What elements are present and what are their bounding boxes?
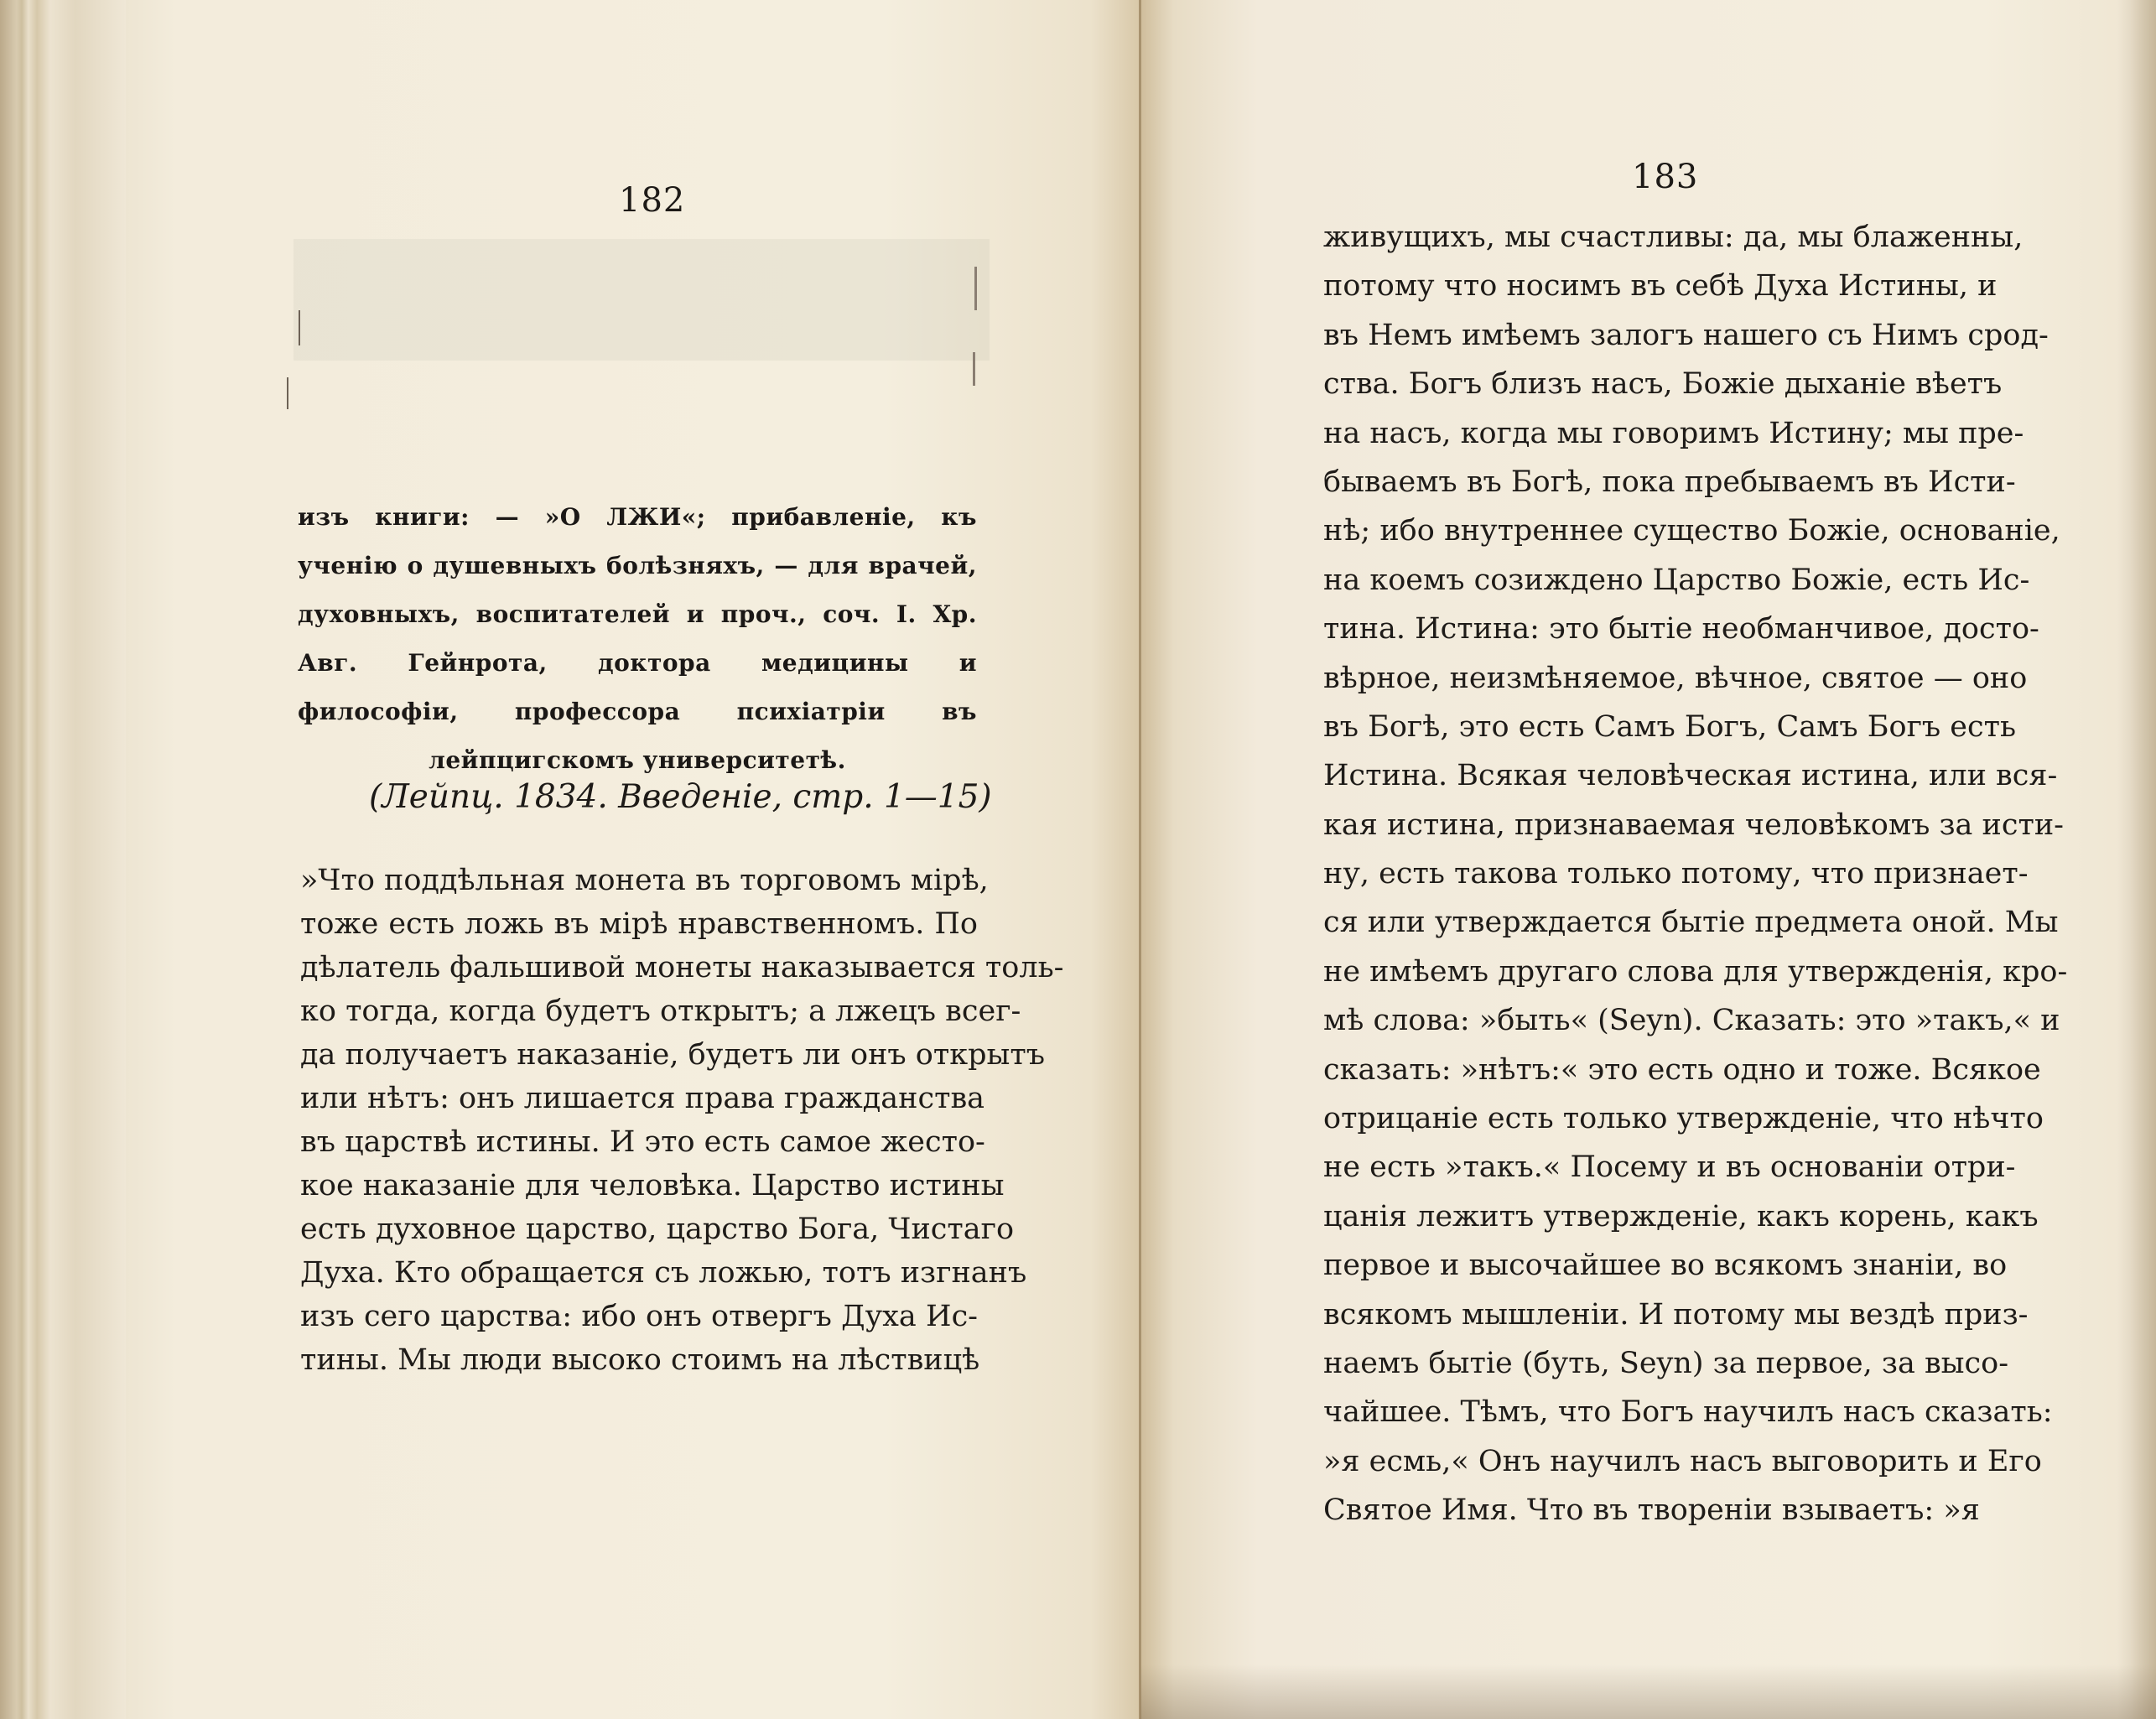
text-line: да получаетъ наказаніе, будетъ ли онъ открытъ (300, 1038, 1045, 1072)
text-line: на насъ, когда мы говоримъ Истину; мы пре- (1323, 416, 2024, 450)
text-line: на коемъ созиждено Царство Божіе, есть Ис- (1323, 563, 2030, 597)
text-line: мѣ слова: »быть« (Seyn). Сказать: это »такъ,« и (1323, 1004, 2060, 1038)
section-heading: изъ книги: — »О ЛЖИ«; прибавленіе, къ ученію о душевныхъ болѣзняхъ, — для врачей, духовныхъ, воспитателей и проч., соч. І. Хр. Авг. Гейнрота, доктора медицины и философіи, профессора психіатріи въ лейпцигскомъ университетѣ. (298, 503, 977, 774)
text-line: цанія лежитъ утвержденіе, какъ корень, какъ (1323, 1199, 2039, 1233)
text-line: бываемъ въ Богѣ, пока пребываемъ въ Исти- (1323, 465, 2016, 499)
right-page-text (1323, 213, 2068, 1535)
text-line: наемъ бытіе (буть, Seyn) за первое, за высо- (1323, 1346, 2009, 1380)
bleed-through-shading (294, 239, 990, 361)
source-citation: (Лейпц. 1834. Введеніе, стр. 1—15) (369, 778, 992, 816)
page-number-right: 183 (1632, 158, 1699, 196)
text-line: ства. Богъ близъ насъ, Божіе дыханіе вѣетъ (1323, 367, 2003, 402)
text-line: нѣ; ибо внутреннее существо Божіе, основаніе, (1323, 514, 2060, 548)
text-line: не есть »такъ.« Посему и въ основаніи отри- (1323, 1150, 2016, 1185)
text-line: дѣлатель фальшивой монеты наказывается толь- (300, 951, 1064, 984)
text-line: Истина. Всякая человѣческая истина, или вся- (1323, 759, 2058, 793)
text-line: въ Богѣ, это есть Самъ Богъ, Самъ Богъ есть (1323, 709, 2017, 744)
page-number-left: 182 (619, 181, 686, 220)
bottom-edge-shadow (1140, 1664, 2156, 1719)
margin-mark (973, 352, 975, 386)
text-line: кое наказаніе для человѣка. Царство истины (300, 1169, 1005, 1202)
left-page-text (300, 859, 1064, 1382)
text-line: тины. Мы люди высоко стоимъ на лѣствицѣ (300, 1343, 980, 1377)
text-line: или нѣтъ: онъ лишается права гражданства (300, 1082, 985, 1115)
text-line: живущихъ, мы счастливы: да, мы блаженны, (1323, 221, 2024, 254)
text-line: сказать: »нѣтъ:« это есть одно и тоже. Всякое (1323, 1052, 2041, 1087)
text-line: ну, есть такова только потому, что признает- (1323, 857, 2029, 891)
margin-mark (299, 310, 300, 345)
text-line: всякомъ мышленіи. И потому мы вездѣ приз- (1323, 1297, 2029, 1332)
text-line: »Что поддѣльная монета въ торговомъ мірѣ, (300, 864, 989, 897)
text-line: не имѣемъ другаго слова для утвержденія, кро- (1323, 954, 2068, 989)
text-line: Духа. Кто обращается съ ложью, тотъ изгнанъ (300, 1256, 1027, 1290)
text-line: вѣрное, неизмѣняемое, вѣчное, святое — оно (1323, 661, 2028, 695)
text-line: первое и высочайшее во всякомъ знаніи, во (1323, 1249, 2008, 1283)
text-line: въ царствѣ истины. И это есть самое жесто- (300, 1125, 985, 1159)
margin-mark (287, 377, 288, 409)
text-line: ся или утверждается бытіе предмета оной. Мы (1323, 906, 2059, 940)
text-line: »я есмь,« Онъ научилъ насъ выговорить и Его (1323, 1444, 2042, 1478)
book-gutter (1139, 0, 1141, 1719)
text-line: есть духовное царство, царство Бога, Чистаго (300, 1213, 1015, 1246)
right-edge-shadow (2117, 0, 2156, 1719)
text-line: чайшее. Тѣмъ, что Богъ научилъ насъ сказать: (1323, 1395, 2053, 1430)
text-line: потому что носимъ въ себѣ Духа Истины, и (1323, 269, 1998, 304)
text-line: ко тогда, когда будетъ открытъ; а лжецъ всег- (300, 995, 1021, 1028)
text-line: Святое Имя. Что въ твореніи взываетъ: »я (1323, 1493, 1980, 1528)
text-line: тина. Истина: это бытіе необманчивое, досто- (1323, 612, 2039, 647)
text-line: отрицаніе есть только утвержденіе, что нѣчто (1323, 1102, 2044, 1136)
text-line: въ Немъ имѣемъ залогъ нашего съ Нимъ срод- (1323, 318, 2049, 352)
text-line: изъ сего царства: ибо онъ отвергъ Духа Ис- (300, 1300, 978, 1333)
margin-mark (974, 267, 977, 310)
text-line: тоже есть ложь въ мірѣ нравственномъ. По (300, 907, 978, 941)
text-line: кая истина, признаваемая человѣкомъ за исти- (1323, 808, 2064, 842)
